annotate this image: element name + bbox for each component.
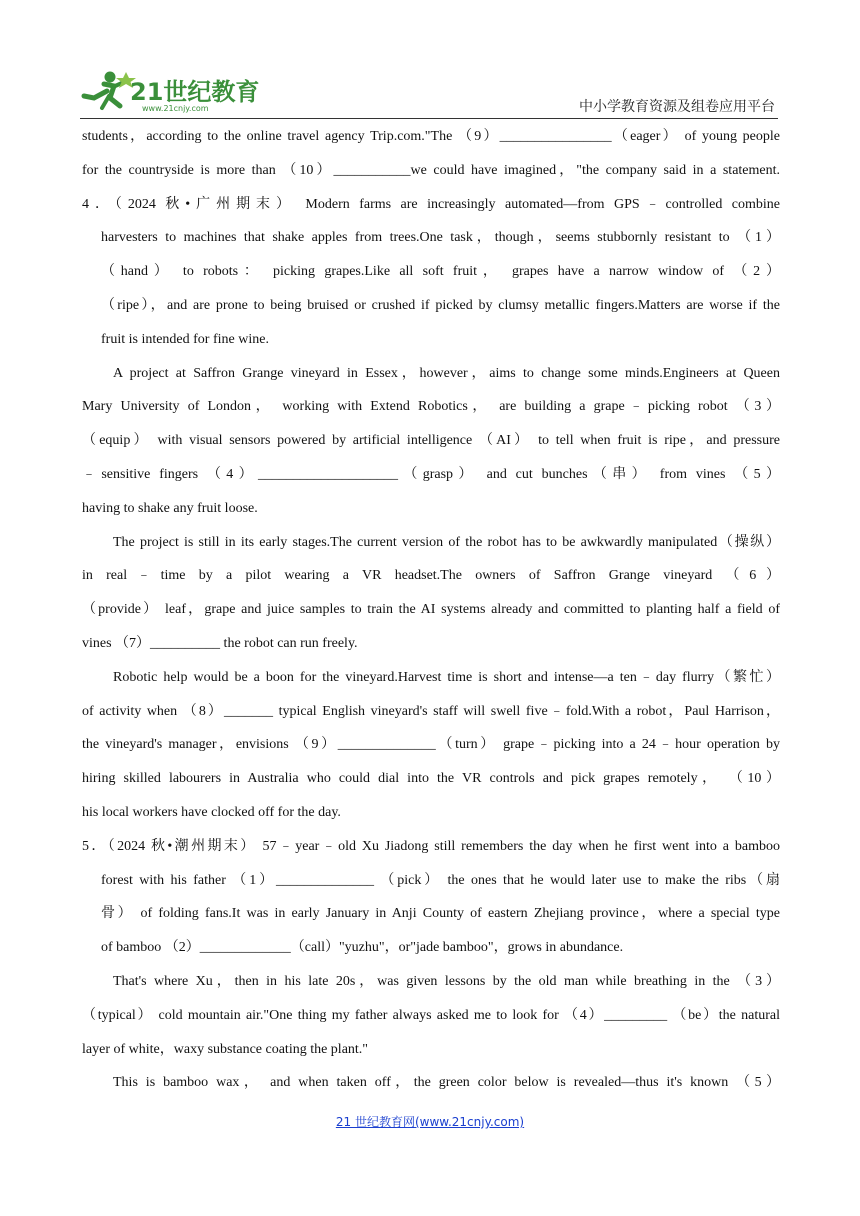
logo-url-text: www.21cnjy.com [142,104,209,113]
text-line: （provide） leaf，grape and juice samples to train the AI systems already and committed to planting half a field of [82,602,780,618]
text-line: his local workers have clocked off for the day. [82,804,341,820]
page-footer[interactable] [0,1113,860,1130]
text-line: （typical） cold mountain air."One thing my father always asked me to look for （4）_________ （be）the natural [82,1007,780,1023]
text-line: students，according to the online travel agency Trip.com."The （9）________________（eager） of young people [82,129,780,144]
platform-title: 中小学教育资源及组卷应用平台 [579,99,775,115]
text-line: forest with his father （1）______________ （pick） the ones that he would later use to make the ribs（扇 [101,872,780,888]
text-line: of activity when （8）_______ typical English vineyard's staff will swell five﹣fold.With a robot，Paul Harrison， [82,703,780,719]
logo-main-text: 21世纪教育 [130,78,260,106]
site-logo[interactable] [80,68,260,114]
text-line: （equip） with visual sensors powered by artificial intelligence （AI） to tell when fruit is ripe，and pressure [82,433,780,449]
text-line: Robotic help would be a boon for the vineyard.Harvest time is short and intense—a ten﹣day flurry（繁忙） [113,669,780,685]
runner-logo-icon [80,68,260,114]
footer-site-name[interactable]: 21 世纪教育网 [335,1115,415,1129]
header-divider [80,118,778,119]
text-line: for the countryside is more than （10）___________we could have imagined，"the company said in a statement. [82,162,780,178]
text-line: vines （7）__________ the robot can run freely. [82,635,358,651]
footer-link[interactable]: (www.21cnjy.com) [414,1115,525,1129]
text-line: 4．（2024 秋•广州期末） Modern farms are increasingly automated—from GPS﹣controlled combine [82,196,780,212]
text-line: ﹣sensitive fingers （4）____________________（grasp） and cut bunches（串） from vines （5） [82,466,780,482]
text-line: The project is still in its early stages.The current version of the robot has to be awkwardly manipulated（操纵） [113,534,780,550]
text-line: A project at Saffron Grange vineyard in Essex，however，aims to change some minds.Engineers at Queen [113,365,780,381]
text-line: harvesters to machines that shake apples from trees.One task，though，seems stubbornly resistant to （1） [101,230,780,246]
text-line: fruit is intended for fine wine. [101,331,269,347]
text-line: 骨） of folding fans.It was in early January in Anji County of eastern Zhejiang province，where a special type [101,906,780,922]
text-line: the vineyard's manager，envisions （9）______________（turn） grape﹣picking into a 24﹣hour operation by [82,737,780,753]
text-line: hiring skilled labourers in Australia who could dial into the VR controls and pick grapes remotely， （10） [82,771,780,787]
text-line: having to shake any fruit loose. [82,500,258,516]
page-header [0,0,860,120]
text-line: （hand） to robots： picking grapes.Like all soft fruit， grapes have a narrow window of （2） [101,264,780,280]
text-line: 5．（2024 秋•潮州期末） 57﹣year﹣old Xu Jiadong still remembers the day when he first went into a bamboo [82,838,780,854]
text-line: in real﹣time by a pilot wearing a VR headset.The owners of Saffron Grange vineyard （6） [82,568,780,584]
text-line: That's where Xu，then in his late 20s，was given lessons by the old man while breathing in the （3） [113,973,780,989]
document-body [82,120,780,1100]
text-line: layer of white，waxy substance coating the plant." [82,1041,369,1057]
text-line: Mary University of London， working with Extend Robotics， are building a grape﹣picking robot （3） [82,399,780,415]
text-line: of bamboo （2）_____________（call）"yuzhu"，or"jade bamboo"，grows in abundance. [101,940,624,956]
text-line: （ripe），and are prone to being bruised or crushed if picked by clumsy metallic fingers.Matters are worse if the [101,297,780,313]
text-line: This is bamboo wax， and when taken off，the green color below is revealed—thus it's known （5） [113,1075,780,1091]
